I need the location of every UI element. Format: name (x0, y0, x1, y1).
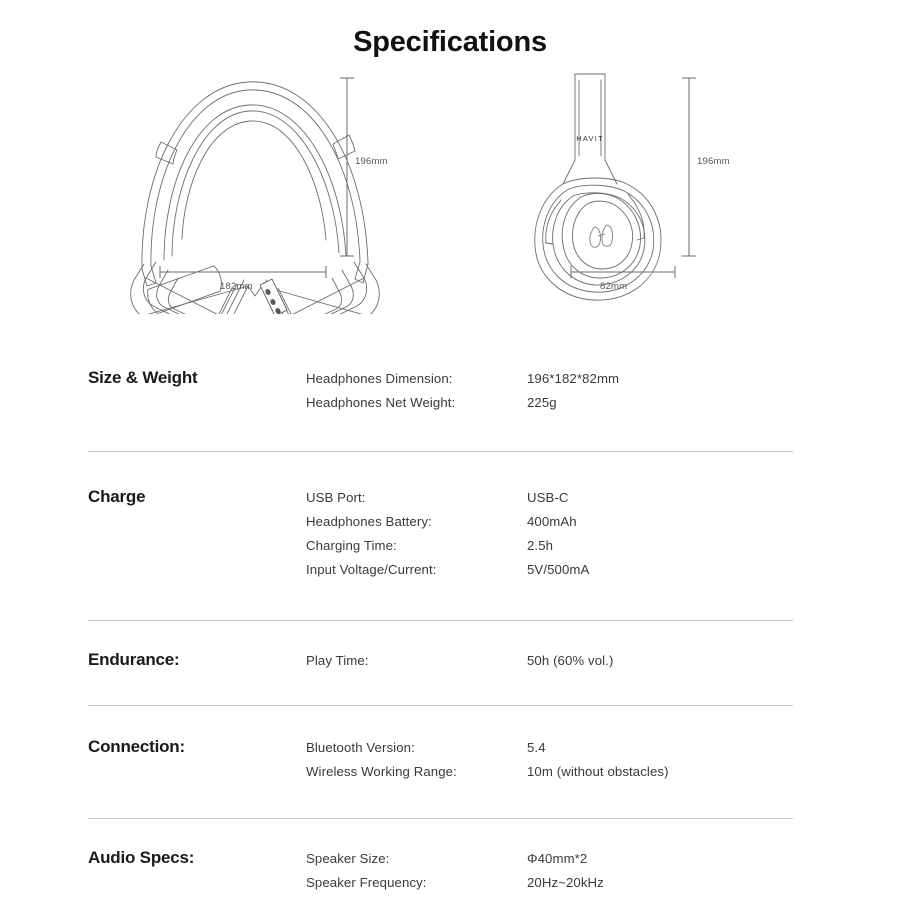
spec-section-size-weight (0, 345, 900, 451)
spec-value: Φ40mm*2 (527, 851, 588, 866)
spec-rows (306, 649, 793, 673)
spec-label: Speaker Size: (306, 851, 390, 866)
spec-value: 225g (527, 395, 557, 410)
spec-section-heading: Charge (88, 487, 146, 506)
spec-label: Charging Time: (306, 538, 397, 553)
spec-label: Play Time: (306, 653, 369, 668)
brand-text: HAVIT (576, 134, 604, 143)
spec-rows (306, 367, 793, 415)
spec-value: 5V/500mA (527, 562, 590, 577)
spec-row (306, 847, 793, 871)
spec-row (306, 558, 793, 582)
front-width-dimension-line (156, 262, 332, 282)
spec-value: 10m (without obstacles) (527, 764, 669, 779)
spec-section-connection (0, 706, 900, 818)
spec-section-heading: Audio Specs: (88, 848, 195, 867)
spec-section-heading: Size & Weight (88, 368, 198, 387)
spec-label: Headphones Battery: (306, 514, 432, 529)
spec-label: Headphones Net Weight: (306, 395, 456, 410)
spec-value: 5.4 (527, 740, 546, 755)
side-width-dimension-label: 82mm (600, 281, 628, 292)
spec-row (306, 534, 793, 558)
spec-row (306, 871, 793, 895)
headphones-front-view-diagram (120, 64, 410, 314)
spec-row (306, 760, 793, 784)
spec-rows (306, 486, 793, 582)
front-width-dimension-label: 182mm (220, 281, 253, 292)
spec-row (306, 649, 793, 673)
spec-label: Input Voltage/Current: (306, 562, 437, 577)
spec-value: USB-C (527, 490, 569, 505)
spec-section-charge (0, 452, 900, 620)
havit-logo-icon (590, 225, 613, 247)
front-height-dimension-line (335, 74, 365, 264)
product-diagrams (0, 64, 900, 329)
spec-value: 20Hz~20kHz (527, 875, 604, 890)
headphones-side-view-diagram (505, 64, 755, 314)
spec-label: Headphones Dimension: (306, 371, 453, 386)
spec-row (306, 510, 793, 534)
spec-section-heading: Connection: (88, 737, 185, 756)
spec-section-endurance (0, 621, 900, 705)
spec-section-audio (0, 819, 900, 895)
side-height-dimension-label: 196mm (697, 156, 730, 167)
specifications-table (0, 345, 900, 895)
spec-label: USB Port: (306, 490, 366, 505)
spec-value: 2.5h (527, 538, 554, 553)
side-height-dimension-line (677, 74, 707, 264)
spec-row (306, 486, 793, 510)
spec-label: Speaker Frequency: (306, 875, 427, 890)
control-panel-detail (260, 279, 287, 314)
spec-row (306, 736, 793, 760)
spec-label: Bluetooth Version: (306, 740, 415, 755)
spec-rows (306, 736, 793, 784)
spec-row (306, 391, 793, 415)
spec-label: Wireless Working Range: (306, 764, 457, 779)
page-title: Specifications (353, 26, 547, 58)
front-height-dimension-label: 196mm (355, 156, 388, 167)
spec-value: 50h (60% vol.) (527, 653, 614, 668)
spec-value: 400mAh (527, 514, 577, 529)
spec-row (306, 367, 793, 391)
spec-rows (306, 847, 793, 895)
spec-value: 196*182*82mm (527, 371, 620, 386)
spec-section-heading: Endurance: (88, 650, 180, 669)
side-width-dimension-line (567, 262, 687, 282)
